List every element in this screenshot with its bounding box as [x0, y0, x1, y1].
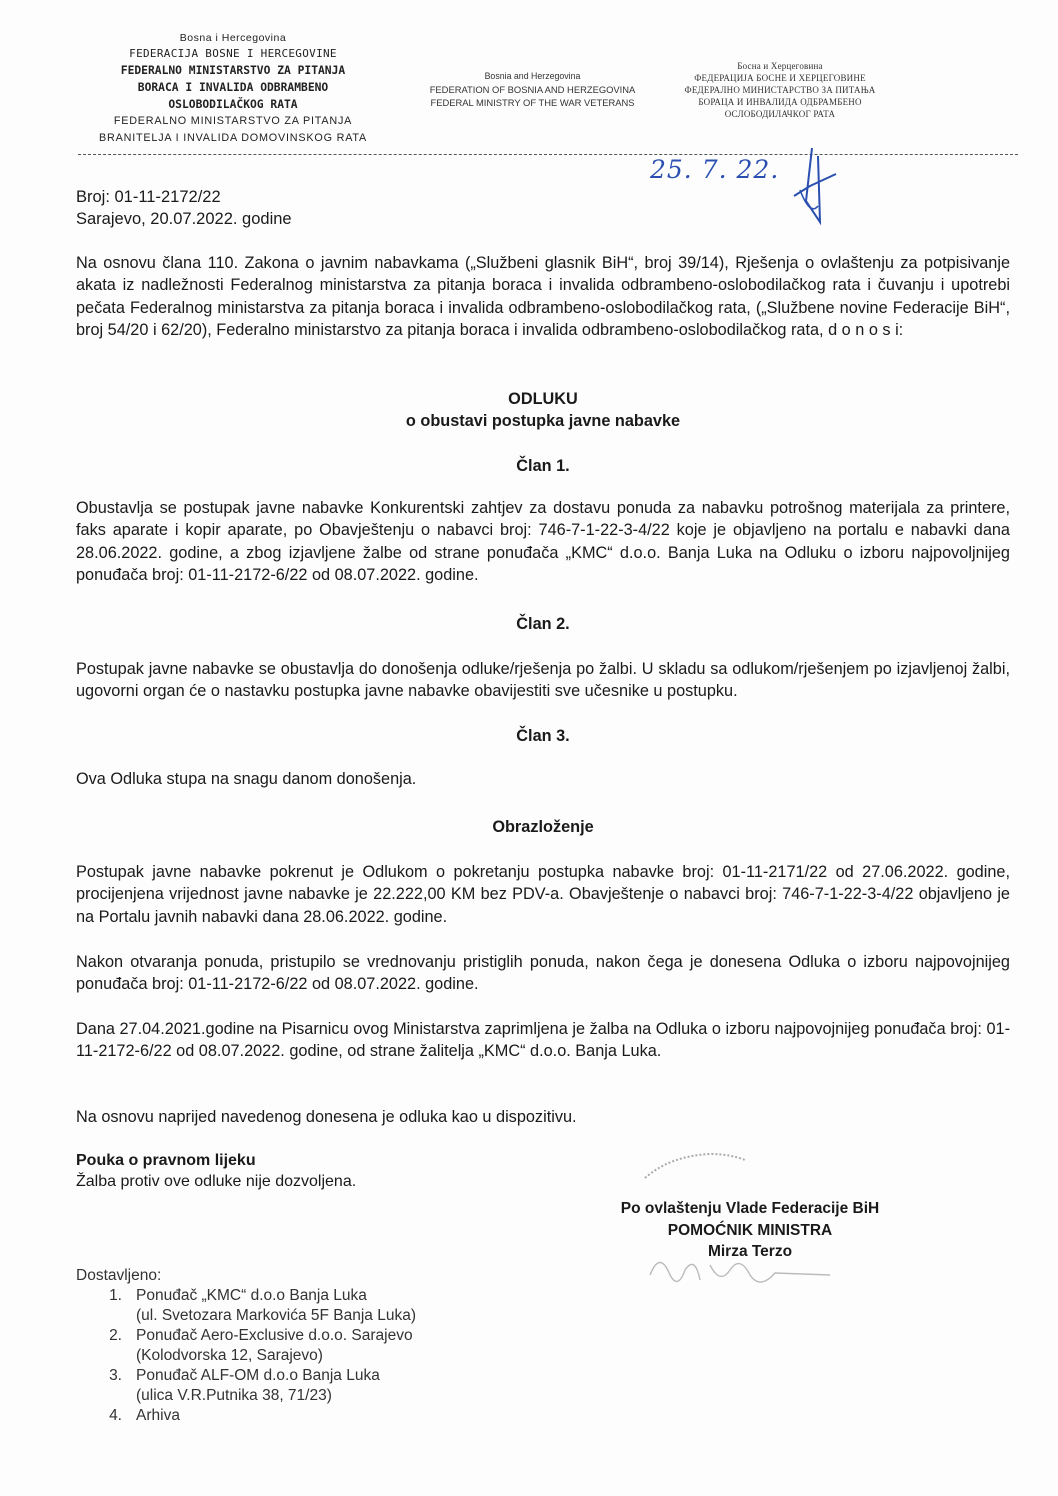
handwritten-initials-icon	[780, 146, 840, 226]
distribution-item	[76, 1366, 416, 1406]
distribution-heading: Dostavljeno:	[76, 1267, 162, 1284]
header-divider	[78, 154, 1018, 156]
distribution-item-name: Arhiva	[136, 1407, 180, 1424]
header-ministry-line1: FEDERALNO MINISTARSTVO ZA PITANJA	[120, 64, 346, 77]
signature-name: Mirza Terzo	[707, 1243, 793, 1260]
decision-title: ODLUKU	[508, 390, 578, 408]
legal-remedy-text: Žalba protiv ove odluke nije dozvoljena.	[76, 1173, 357, 1190]
article-2-text: Postupak javne nabavke se obustavlja do donošenja odluke/rješenja po žalbi. U skladu sa odlukom/rješenjem po izjavljenoj žalbi, ugovorni organ će o nastavku postupka javne nabavke obavijestiti sve učesnike u postupku.	[76, 660, 1010, 701]
article-2-heading: Član 2.	[516, 615, 570, 633]
distribution-item-number: 3.	[109, 1367, 122, 1384]
article-1-text: Obustavlja se postupak javne nabavke Konkurentski zahtjev za dostavu ponuda za nabavku potrošnog materijala za printere, faks aparate i kopir aparate, po Obavještenju o nabavci broj: 746-7-1-22-3-4/22 koje je objavljeno na portalu e nabavki dana 28.06.2022. godine, a zbog izjavljene žalbe od strane ponuđača „KMC“ d.o.o. Banja Luka na Odluku o izboru najpovoljnijeg ponuđača broj: 01-11-2172-6/22 od 08.07.2022. godine.	[76, 499, 1010, 584]
reasoning-paragraph-1: Postupak javne nabavke pokrenut je Odlukom o pokretanju postupka nabavke broj: 01-11-2171/22 od 27.06.2022. godine, procijenjena vrijednost javne nabavke je 22.222,00 KM bez PDV-a. Obavještenje o nabavci broj: 746-7-1-22-3-4/22 objavljeno je na Portalu javnih nabavki dana 28.06.2022. godine.	[76, 863, 1010, 926]
legal-remedy-heading: Pouka o pravnom lijeku	[76, 1152, 256, 1169]
distribution-item-address: (Kolodvorska 12, Sarajevo)	[136, 1347, 323, 1364]
article-3-text: Ova Odluka stupa na snagu danom donošenja.	[76, 770, 417, 788]
header-federation: FEDERACIJA BOSNE I HERCEGOVINE	[129, 47, 337, 60]
reasoning-paragraph-4: Na osnovu naprijed navedenog donesena je odluka kao u dispozitivu.	[76, 1108, 577, 1126]
distribution-item	[76, 1286, 416, 1326]
header-ministry-cyr-line3: ОСЛОБОДИЛАЧКОГ РАТА	[724, 109, 836, 119]
distribution-item-address: (ulica V.R.Putnika 38, 71/23)	[136, 1387, 332, 1404]
reasoning-paragraph-2: Nakon otvaranja ponuda, pristupilo se vrednovanju pristiglih ponuda, nakon čega je donesena Odluka o izboru najpovojnijeg ponuđača broj: 01-11-2172-6/22 od 08.07.2022. godine.	[76, 953, 1010, 994]
header-serbian-cyrillic	[655, 60, 905, 120]
distribution-item-name: Ponuđač ALF-OM d.o.o Banja Luka	[136, 1367, 380, 1384]
reasoning-heading: Obrazloženje	[492, 818, 594, 836]
header-ministry-cyr-line1: ФЕДЕРАЛНО МИНИСТАРСТВО ЗА ПИТАЊА	[684, 85, 876, 95]
distribution-item-address: (ul. Svetozara Markovića 5F Banja Luka)	[136, 1307, 416, 1324]
header-federation-en: FEDERATION OF BOSNIA AND HERZEGOVINA	[429, 84, 636, 95]
signature-scribble-icon	[640, 1245, 840, 1295]
header-country-cyr: Босна и Херцеговина	[737, 61, 823, 71]
header-bosnian-croatian	[78, 30, 388, 147]
decision-subtitle: o obustavi postupka javne nabavke	[405, 412, 681, 430]
signature-title: POMOĆNIK MINISTRA	[667, 1221, 833, 1239]
distribution-item-name: Ponuđač Aero-Exclusive d.o.o. Sarajevo	[136, 1327, 413, 1344]
reference-number: Broj: 01-11-2172/22	[76, 188, 221, 206]
distribution-item	[76, 1406, 416, 1426]
header-federation-cyr: ФЕДЕРАЦИЈА БОСНЕ И ХЕРЦЕГОВИНЕ	[694, 73, 866, 83]
header-ministry-line3: OSLOBODILAČKOG RATA	[168, 98, 298, 111]
header-english	[410, 70, 655, 109]
legal-remedy	[76, 1150, 356, 1192]
header-ministry-alt-line2: BRANITELJA I INVALIDA DOMOVINSKOG RATA	[99, 132, 367, 144]
header-country: Bosna i Hercegovina	[179, 32, 287, 44]
reasoning-paragraph-3: Dana 27.04.2021.godine na Pisarnicu ovog Ministarstva zaprimljena je žalba na Odluka o izboru najpovojnijeg ponuđača broj: 01-11-2172-6/22 od 08.07.2022. godine, od strane žalitelja „KMC“ d.o.o. Banja Luka.	[76, 1020, 1010, 1061]
header-ministry-alt-line1: FEDERALNO MINISTARSTVO ZA PITANJA	[113, 115, 353, 127]
header-country-en: Bosnia and Herzegovina	[484, 71, 581, 81]
preamble: Na osnovu člana 110. Zakona o javnim nabavkama („Službeni glasnik BiH“, broj 39/14), Rješenja o ovlaštenju za potpisivanje akata iz nadležnosti Federalnog ministarstva za pitanja boraca i invalida odbrambeno-oslobodilačkog rata i čuvanju i upotrebi pečata Federalnog ministarstva za pitanja boraca i invalida odbrambeno-oslobodilačkog rata, („Službene novine Federacije BiH“, broj 54/20 i 62/20), Federalno ministarstvo za pitanja boraca i invalida odbrambeno-oslobodilačkog rata, d o n o s i:	[76, 254, 1010, 339]
article-1-heading: Član 1.	[516, 457, 570, 475]
signature-authority: Po ovlaštenju Vlade Federacije BiH	[620, 1200, 880, 1217]
stamp-trace-icon	[640, 1150, 750, 1180]
reference-block	[76, 186, 292, 230]
header-ministry-line2: BORACA I INVALIDA ODBRAMBENO	[137, 81, 329, 94]
header-ministry-cyr-line2: БОРАЦА И ИНВАЛИДА ОДБРАМБЕНО	[698, 97, 862, 107]
handwritten-received-date: 25. 7. 22.	[650, 155, 780, 184]
distribution-item-name: Ponuđač „KMC“ d.o.o Banja Luka	[136, 1287, 367, 1304]
distribution-item-number: 2.	[109, 1327, 122, 1344]
article-3-heading: Član 3.	[516, 727, 570, 745]
distribution-item-number: 4.	[109, 1407, 122, 1424]
distribution-item	[76, 1326, 416, 1366]
distribution-item-number: 1.	[109, 1287, 122, 1304]
reference-place-date: Sarajevo, 20.07.2022. godine	[76, 210, 292, 228]
distribution-list	[76, 1266, 416, 1426]
header-ministry-en: FEDERAL MINISTRY OF THE WAR VETERANS	[430, 97, 635, 108]
